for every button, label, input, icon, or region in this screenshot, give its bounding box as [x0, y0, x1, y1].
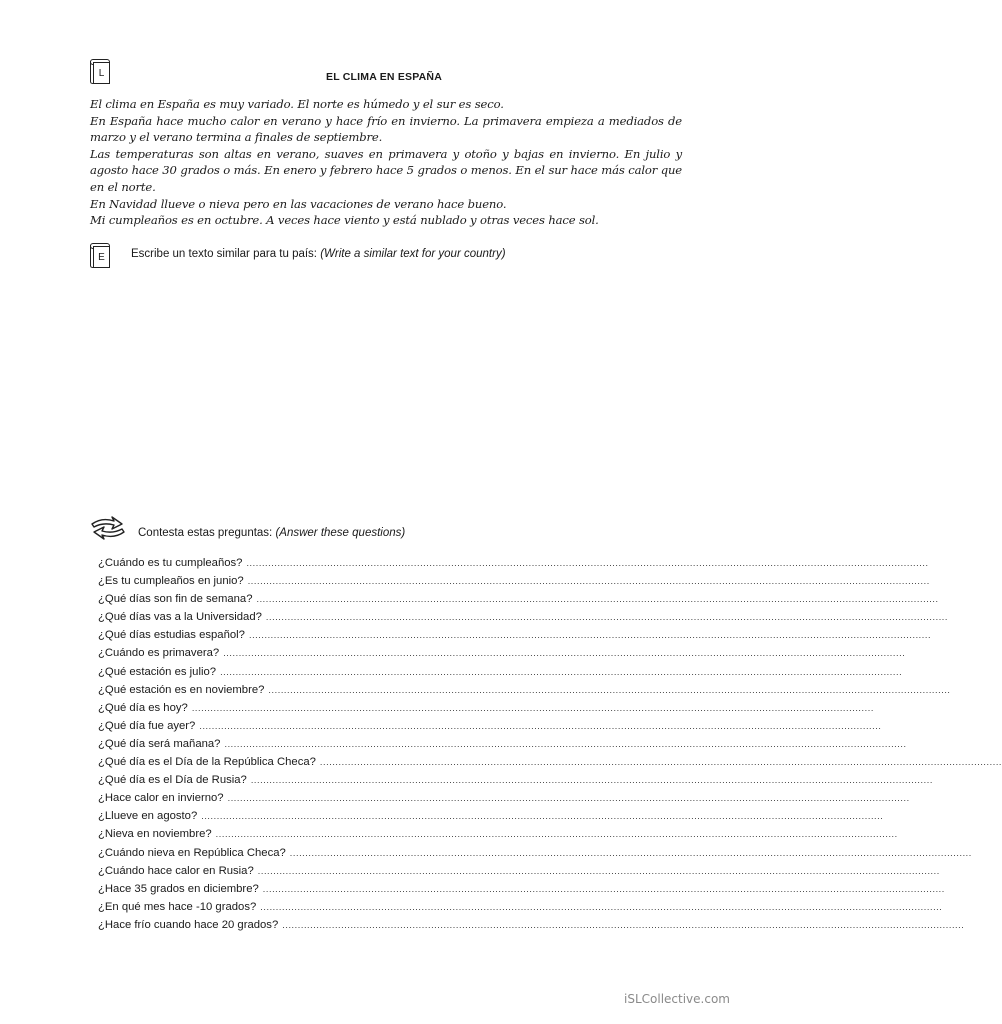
question-text: ¿Qué día es el Día de Rusia?	[98, 774, 247, 787]
question-text: ¿Qué estación es en noviembre?	[98, 683, 265, 696]
question-text: ¿En qué mes hace -10 grados?	[98, 900, 257, 913]
answer-line[interactable]: ............................................................................................................................................................................................................................	[262, 883, 945, 894]
answer-line[interactable]: ............................................................................................................................................................................................................................	[201, 811, 884, 822]
questions-instruction	[138, 527, 405, 539]
worksheet-title-text: EL CLIMA EN ESPAÑA	[326, 71, 442, 83]
question-row	[98, 681, 951, 699]
question-text: ¿Qué días estudias español?	[98, 629, 245, 642]
question-text: ¿Qué día es el Día de la República Checa?	[98, 756, 316, 769]
answer-line[interactable]: ............................................................................................................................................................................................................................	[224, 738, 907, 749]
scroll-icon-writing	[90, 243, 112, 269]
question-row	[98, 916, 965, 934]
reading-line: Mi cumpleaños es en octubre. A veces hace viento y está nublado y otras veces hace sol.	[90, 213, 599, 228]
question-row	[98, 807, 884, 825]
answer-line[interactable]: ............................................................................................................................................................................................................................	[191, 702, 874, 713]
question-row	[98, 554, 929, 572]
questions-list	[98, 554, 1002, 934]
question-row	[98, 717, 882, 735]
question-text: ¿Cuándo es tu cumpleaños?	[98, 557, 243, 569]
answer-line[interactable]: ............................................................................................................................................................................................................................	[220, 666, 903, 677]
answer-line[interactable]: ............................................................................................................................................................................................................................	[227, 793, 910, 804]
question-row	[98, 644, 906, 662]
watermark: iSLCollective.com	[624, 992, 730, 1006]
question-row	[98, 626, 932, 644]
writing-instruction	[131, 248, 506, 260]
question-text: ¿Qué días vas a la Universidad?	[98, 611, 262, 624]
question-text: ¿Qué estación es julio?	[98, 665, 217, 678]
answer-line[interactable]: ............................................................................................................................................................................................................................	[257, 865, 940, 876]
question-row	[98, 825, 898, 843]
answer-line[interactable]: ............................................................................................................................................................................................................................	[289, 847, 972, 858]
question-text: ¿Llueve en agosto?	[98, 810, 198, 823]
question-row	[98, 771, 933, 789]
question-text: ¿Cuándo es primavera?	[98, 647, 220, 660]
writing-icon-letter: E	[93, 246, 110, 268]
answer-line[interactable]: ............................................................................................................................................................................................................................	[199, 720, 882, 731]
reading-line: En España hace mucho calor en verano y hace frío en invierno. La primavera empieza a mediados de marzo y el verano termina a finales de septiembre.	[90, 113, 682, 145]
question-row	[98, 572, 930, 590]
question-text: ¿Cuándo hace calor en Rusia?	[98, 864, 254, 877]
question-text: ¿Hace frío cuando hace 20 grados?	[98, 918, 279, 931]
question-text: ¿Qué día fue ayer?	[98, 719, 196, 732]
arrows-icon	[88, 515, 128, 541]
question-text: ¿Qué día será mañana?	[98, 737, 221, 750]
answer-line[interactable]: ............................................................................................................................................................................................................................	[282, 919, 965, 930]
reading-icon-letter: L	[93, 62, 110, 84]
answer-line[interactable]: ............................................................................................................................................................................................................................	[223, 648, 906, 659]
question-text: ¿Nieva en noviembre?	[98, 828, 212, 841]
reading-line: Las temperaturas son altas en verano, suaves en primavera y otoño y bajas en invierno. En julio y agosto hace 30 grados o más. En enero y febrero hace 5 grados o menos. En el sur hace más calor que en el norte.	[90, 146, 682, 194]
answer-line[interactable]: ............................................................................................................................................................................................................................	[248, 630, 932, 641]
answer-line[interactable]: ............................................................................................................................................................................................................................	[265, 612, 948, 623]
question-row	[98, 789, 910, 807]
question-row	[98, 898, 943, 916]
answer-line[interactable]: ............................................................................................................................................................................................................................	[215, 829, 898, 840]
writing-instruction-es: Escribe un texto similar para tu país:	[131, 248, 321, 260]
question-row	[98, 663, 903, 681]
question-row	[98, 590, 939, 608]
answer-line[interactable]: ............................................................................................................................................................................................................................	[247, 576, 930, 587]
question-text: ¿Hace 35 grados en diciembre?	[98, 882, 259, 895]
question-row	[98, 735, 907, 753]
question-row	[98, 844, 972, 862]
question-text: ¿Qué días son fin de semana?	[98, 593, 253, 606]
reading-line: El clima en España es muy variado. El norte es húmedo y el sur es seco.	[90, 97, 504, 111]
question-row	[98, 880, 945, 898]
question-row	[98, 608, 948, 626]
question-text: ¿Qué día es hoy?	[98, 701, 188, 714]
questions-instruction-en: (Answer these questions)	[275, 527, 406, 539]
question-row	[98, 753, 1002, 771]
answer-line[interactable]: ............................................................................................................................................................................................................................	[256, 594, 939, 605]
questions-instruction-es: Contesta estas preguntas:	[138, 527, 276, 539]
worksheet-title	[0, 71, 768, 83]
writing-instruction-en: (Write a similar text for your country)	[320, 248, 506, 260]
question-row	[98, 862, 940, 880]
answer-line[interactable]: ............................................................................................................................................................................................................................	[260, 901, 943, 912]
answer-line[interactable]: ............................................................................................................................................................................................................................	[250, 775, 933, 786]
question-text: ¿Cuándo nieva en República Checa?	[98, 846, 286, 859]
question-text: ¿Es tu cumpleaños en junio?	[98, 575, 244, 588]
answer-line[interactable]: ............................................................................................................................................................................................................................	[246, 558, 929, 568]
reading-line: En Navidad llueve o nieva pero en las vacaciones de verano hace bueno.	[90, 196, 507, 211]
answer-line[interactable]: ............................................................................................................................................................................................................................	[268, 684, 951, 695]
reading-passage	[90, 96, 682, 229]
question-row	[98, 699, 874, 717]
answer-line[interactable]: ............................................................................................................................................................................................................................	[319, 757, 1002, 768]
question-text: ¿Hace calor en invierno?	[98, 792, 224, 805]
